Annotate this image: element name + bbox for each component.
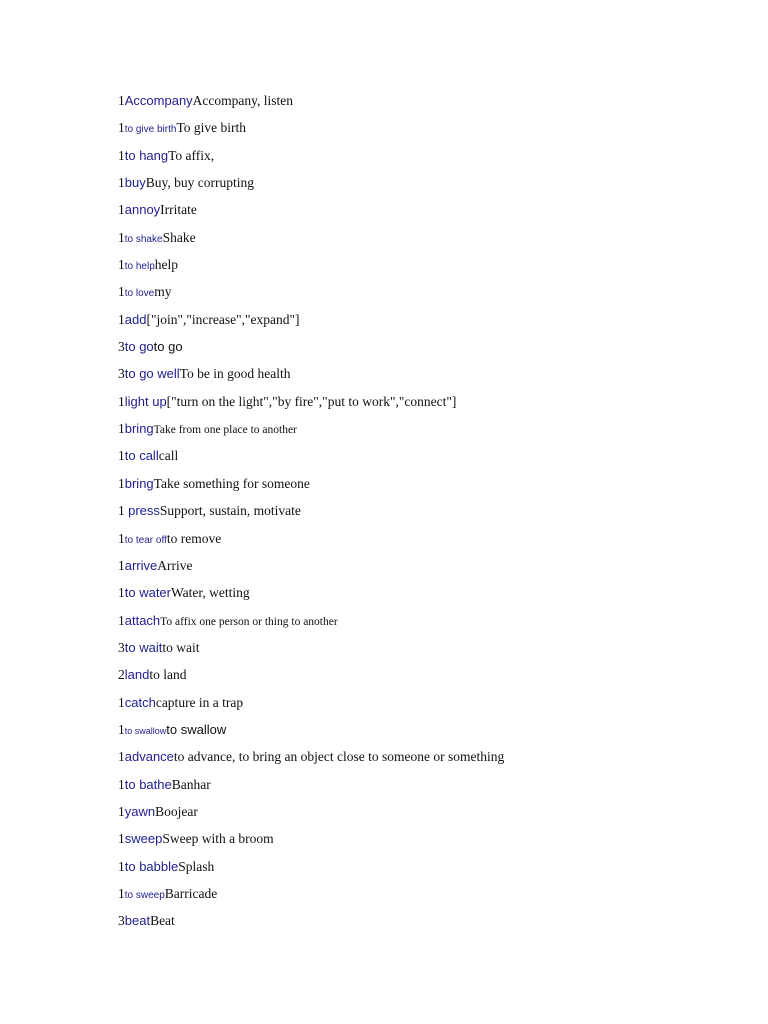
entry-term: buy — [124, 175, 146, 191]
entry-number: 1 — [118, 885, 125, 901]
vocabulary-entry — [118, 638, 758, 665]
entry-number: 1 — [118, 311, 125, 327]
entry-number: 1 — [118, 475, 125, 491]
vocabulary-entry — [118, 364, 758, 391]
vocabulary-entry — [118, 446, 758, 473]
vocabulary-entry — [118, 200, 758, 227]
vocabulary-entry — [118, 720, 758, 747]
vocabulary-entry — [118, 173, 758, 200]
entry-definition: To affix, — [168, 147, 215, 163]
entry-term: to go — [124, 339, 154, 355]
entry-number: 3 — [118, 639, 125, 655]
entry-term: arrive — [124, 557, 158, 573]
entry-number: 1 — [118, 831, 125, 847]
entry-definition: Boojear — [155, 803, 198, 819]
entry-number: 1 — [118, 93, 125, 108]
vocabulary-entry — [118, 228, 758, 255]
entry-definition: to wait — [162, 639, 200, 655]
vocabulary-entry — [118, 146, 758, 173]
vocabulary-entry — [118, 747, 758, 774]
entry-number: 1 — [118, 202, 125, 218]
vocabulary-entry — [118, 556, 758, 583]
entry-definition: Splash — [178, 858, 215, 874]
entry-term: to go well — [124, 366, 180, 382]
entry-term: to shake — [124, 233, 163, 245]
entry-number: 3 — [118, 913, 125, 929]
entry-number: 1 — [118, 530, 125, 546]
vocabulary-entry — [118, 474, 758, 501]
entry-number: 1 — [118, 257, 125, 273]
entry-definition: help — [154, 257, 179, 273]
entry-term: catch — [124, 694, 156, 710]
entry-number: 1 — [118, 721, 125, 737]
entry-term: to wait — [124, 639, 163, 655]
entry-definition: Take from one place to another — [153, 424, 297, 437]
entry-definition: ["join","increase","expand"] — [146, 311, 300, 327]
entry-definition: to land — [149, 667, 187, 683]
entry-term: to bathe — [124, 776, 172, 792]
vocabulary-entry — [118, 911, 758, 938]
entry-number: 1 — [118, 393, 125, 409]
vocabulary-entry — [118, 282, 758, 309]
entry-number: 1 — [118, 776, 125, 792]
entry-term: beat — [124, 913, 151, 929]
entry-term: to hang — [124, 147, 169, 163]
entry-number: 1 — [118, 585, 125, 601]
entry-definition: To affix one person or thing to another — [160, 615, 338, 628]
vocabulary-entry — [118, 310, 758, 337]
entry-definition: to go — [153, 339, 183, 355]
entry-number: 1 — [118, 448, 125, 464]
entry-definition: Sweep with a broom — [162, 831, 274, 847]
entry-definition: ["turn on the light","by fire","put to work","connect"] — [166, 393, 457, 409]
entry-term: light up — [124, 393, 167, 409]
vocabulary-entry — [118, 583, 758, 610]
entry-term: bring — [124, 475, 154, 491]
vocabulary-entry — [118, 419, 758, 446]
entry-definition: Buy, buy corrupting — [145, 175, 254, 191]
entry-definition: To give birth — [176, 120, 246, 136]
entry-term: to babble — [124, 858, 179, 874]
entry-term: to tear off — [124, 534, 167, 546]
entry-term: annoy — [124, 202, 161, 218]
entry-number: 1 — [118, 147, 125, 163]
entry-definition: Irritate — [160, 202, 197, 218]
entry-number: 1 — [118, 229, 125, 245]
entry-term: yawn — [124, 803, 156, 819]
entry-definition: Accompany, listen — [192, 93, 294, 108]
vocabulary-entry — [118, 693, 758, 720]
vocabulary-entry — [118, 802, 758, 829]
entry-number: 3 — [118, 339, 125, 355]
entry-number: 1 — [118, 612, 125, 628]
entry-definition: Shake — [162, 229, 196, 245]
entry-number: 1 — [118, 503, 129, 519]
vocabulary-entry — [118, 337, 758, 364]
vocabulary-entry — [118, 118, 758, 145]
entry-term: to sweep — [124, 889, 165, 901]
vocabulary-entry — [118, 829, 758, 856]
vocabulary-entry — [118, 91, 758, 118]
entry-number: 1 — [118, 749, 125, 765]
vocabulary-entry — [118, 884, 758, 911]
entry-term: to give birth — [124, 124, 177, 136]
entry-definition: to advance, to bring an object close to someone or something — [173, 749, 505, 765]
entry-term: sweep — [124, 831, 163, 847]
entry-term: to love — [124, 288, 155, 300]
entry-definition: to remove — [166, 530, 222, 546]
vocabulary-list — [118, 91, 758, 939]
entry-number: 1 — [118, 421, 125, 437]
entry-definition: Arrive — [157, 557, 193, 573]
entry-definition: my — [154, 284, 172, 300]
entry-number: 2 — [118, 667, 125, 683]
entry-definition: to swallow — [166, 721, 227, 737]
entry-term: to help — [124, 261, 155, 273]
entry-number: 1 — [118, 858, 125, 874]
vocabulary-entry — [118, 529, 758, 556]
vocabulary-entry — [118, 255, 758, 282]
entry-definition: Beat — [150, 913, 175, 929]
entry-number: 1 — [118, 175, 125, 191]
vocabulary-entry — [118, 665, 758, 692]
entry-term: to swallow — [124, 725, 167, 736]
vocabulary-entry — [118, 611, 758, 638]
entry-term: to water — [124, 585, 171, 601]
entry-definition: Water, wetting — [171, 585, 250, 601]
entry-number: 1 — [118, 694, 125, 710]
entry-number: 1 — [118, 557, 125, 573]
entry-term: to call — [124, 448, 159, 464]
vocabulary-entry — [118, 501, 758, 528]
entry-number: 3 — [118, 366, 125, 382]
entry-definition: call — [158, 448, 179, 464]
entry-term: bring — [124, 421, 154, 437]
entry-number: 1 — [118, 120, 125, 136]
entry-term: advance — [124, 749, 174, 765]
entry-term: Accompany — [124, 93, 193, 108]
entry-definition: To be in good health — [179, 366, 291, 382]
entry-term: land — [124, 667, 150, 683]
entry-term: add — [124, 311, 147, 327]
entry-definition: Support, sustain, motivate — [159, 503, 301, 519]
entry-term: press — [128, 503, 160, 519]
vocabulary-entry — [118, 775, 758, 802]
vocabulary-entry — [118, 392, 758, 419]
entry-number: 1 — [118, 284, 125, 300]
entry-definition: Barricade — [164, 885, 218, 901]
vocabulary-entry — [118, 857, 758, 884]
entry-term: attach — [124, 612, 161, 628]
entry-definition: Take something for someone — [153, 475, 310, 491]
entry-definition: Banhar — [171, 776, 211, 792]
entry-definition: capture in a trap — [155, 694, 244, 710]
entry-number: 1 — [118, 803, 125, 819]
